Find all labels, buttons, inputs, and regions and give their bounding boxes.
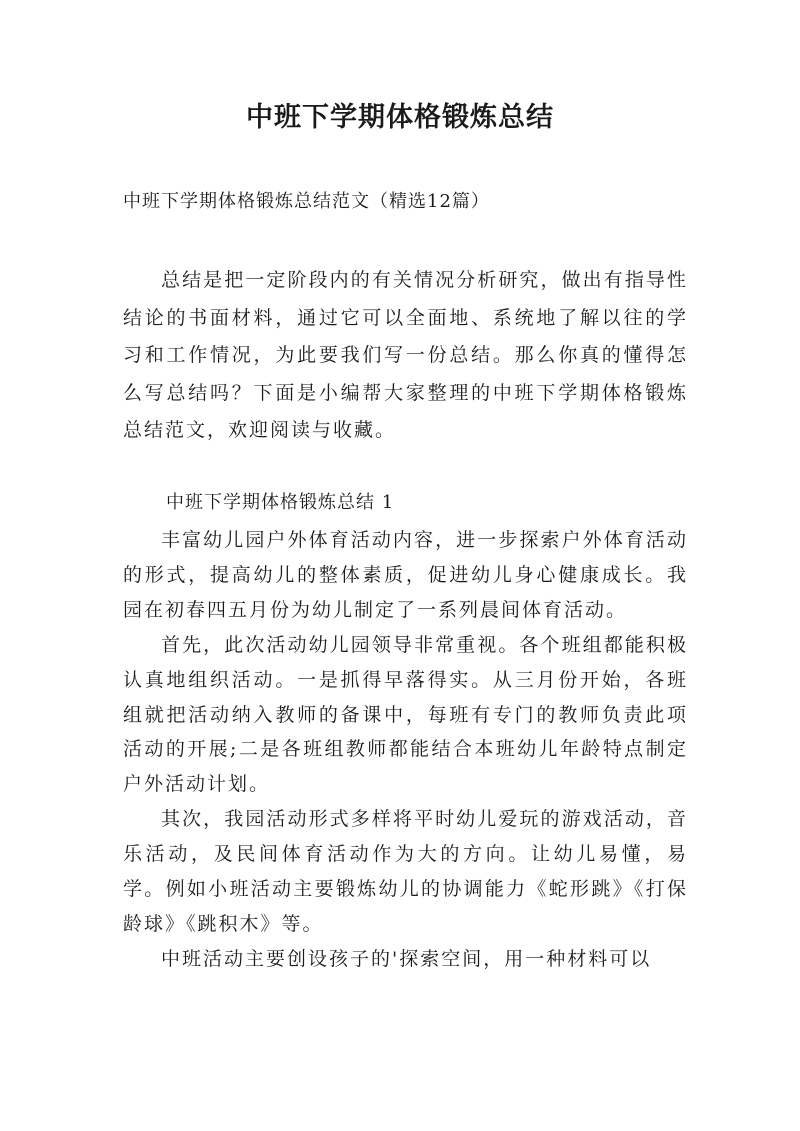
document-subtitle: 中班下学期体格锻炼总结范文（精选12篇） [123, 191, 490, 212]
body-paragraph: 中班活动主要创设孩子的'探索空间，用一种材料可以 [161, 947, 652, 970]
article-body [123, 523, 688, 977]
body-paragraph: 丰富幼儿园户外体育活动内容，进一步探索户外体育活动的形式，提高幼儿的整体素质，促进幼儿身心健康成长。我园在初春四五月份为幼儿制定了一系列晨间体育活动。 [123, 529, 688, 621]
document-title: 中班下学期体格锻炼总结 [246, 102, 554, 133]
section-heading: 中班下学期体格锻炼总结 1 [166, 492, 395, 513]
intro-paragraph: 总结是把一定阶段内的有关情况分析研究，做出有指导性结论的书面材料，通过它可以全面地、系统地了解以往的学习和工作情况，为此要我们写一份总结。那么你真的懂得怎么写总结吗？下面是小编帮大家整理的中班下学期体格锻炼总结范文，欢迎阅读与收藏。 [123, 269, 688, 441]
body-paragraph: 首先，此次活动幼儿园领导非常重视。各个班组都能积极认真地组织活动。一是抓得早落得实。从三月份开始，各班组就把活动纳入教师的备课中，每班有专门的教师负责此项活动的开展;二是各班组教师都能结合本班幼儿年龄特点制定户外活动计划。 [123, 633, 688, 796]
body-paragraph: 其次，我园活动形式多样将平时幼儿爱玩的游戏活动，音乐活动，及民间体育活动作为大的方向。让幼儿易懂，易学。例如小班活动主要锻炼幼儿的协调能力《蛇形跳》《打保龄球》《跳积木》等。 [123, 808, 688, 935]
